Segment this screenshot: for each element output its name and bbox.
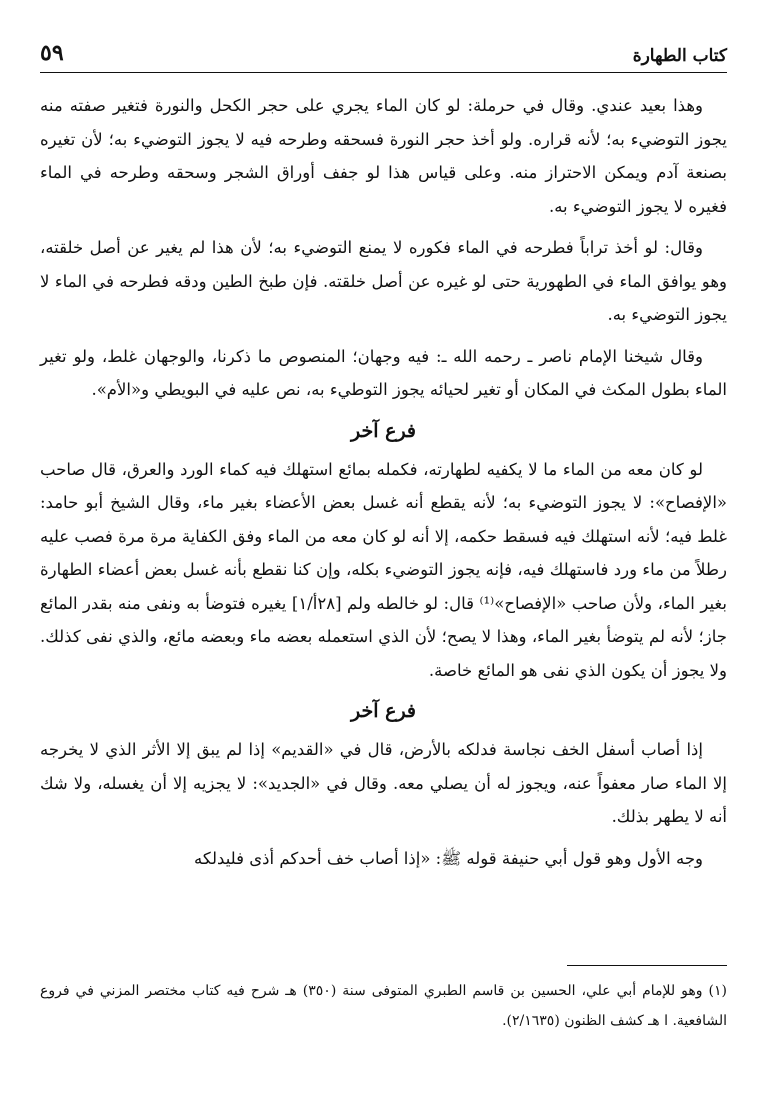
- section-title: فرع آخر: [350, 419, 417, 442]
- paragraph: وجه الأول وهو قول أبي حنيفة قوله ﷺ: «إذا أصاب خف أحدكم أذى فليدلكه: [194, 848, 703, 868]
- paragraph: وقال: لو أخذ تراباً فطرحه في الماء فكوره لا يمنع التوضيء به؛ لأن هذا لم يغير عن أصل خلقته، وهو يوافق الماء في الطهورية حتى لو غيره عن أصل خلقته. فإن طبخ الطين ودقه فطرحه في الماء لا يجوز التوضيء به.: [40, 238, 727, 324]
- paragraph: إذا أصاب أسفل الخف نجاسة فدلكه بالأرض، قال في «القديم» إذا لم يبق إلا الأثر الذي لا يخرجه إلا الماء صار معفواً عنه، ويجوز له أن يصلي معه. وقال في «الجديد»: لا يجزيه إلا أن يغسله، ولا شك أنه لا يطهر بذلك.: [40, 740, 727, 826]
- section-title: فرع آخر: [350, 700, 417, 722]
- book-page: [40, 30, 727, 1074]
- footnotes: [40, 965, 727, 1050]
- page-header: [40, 30, 727, 73]
- book-title: كتاب الطهارة: [632, 46, 727, 66]
- page-number: ٥٩: [40, 40, 64, 66]
- footnote: (١) وهو للإمام أبي علي، الحسين بن قاسم الطبري المتوفى سنة (٣٥٠) هـ شرح فيه كتاب مختصر المزني في فروع الشافعية. ا هـ كشف الظنون (٢/١٦٣٥).: [40, 983, 728, 1029]
- footnote-divider: [567, 965, 727, 966]
- paragraph: وقال شيخنا الإمام ناصر ـ رحمه الله ـ: فيه وجهان؛ المنصوص ما ذكرنا، والوجهان غلط، ولو تغير الماء بطول المكث في المكان أو تغير لحيائه يجوز التوطيء به، نص عليه في البويطي و«الأم».: [40, 346, 727, 399]
- paragraph: وهذا بعيد عندي. وقال في حرملة: لو كان الماء يجري على حجر الكحل والنورة فتغير صفته منه يجوز التوضيء به؛ لأنه قراره. ولو أخذ حجر النورة فسحقه وطرحه فيه لا يجوز التوضيء به؛ لأن تغيره بصنعة آدم ويمكن الاحتراز منه. وعلى قياس هذا لو جفف أوراق الشجر وسحقه وطرحه في الماء فغيره لا يجوز التوضيء به.: [40, 96, 727, 216]
- main-text: [40, 89, 727, 875]
- paragraph: لو كان معه من الماء ما لا يكفيه لطهارته، فكمله بمائع استهلك فيه كماء الورد والعرق، قال صاحب «الإفصاح»: لا يجوز التوضيء به؛ لأنه يقطع أنه غسل بعض الأعضاء بغير ماء، وقال الشيخ أبو حامد: غلط فيه؛ لأنه استهلك فيه فسقط حكمه، إلا أنه لو كان معه من الماء وفق الكفاية مرة مرة فصب عليه رطلاً من ماء ورد فاستهلك فيه، فإنه يجوز التوضيء بكله، وإن كنا نقطع بأنه غسل بعض أعضاء الطهارة بغير الماء، ولأن صاحب «الإفصاح»⁽¹⁾ قال: لو خالطه ولم [٢٨أ/١] يغيره فتوضأ به ونفى منه بقدر المائع جاز؛ لأنه لم يتوضأ بغير الماء، وهذا لا يصح؛ لأن الذي استعمله بعضه ماء وبعضه مائع، والذي نفى كذلك. ولا يجوز أن يكون الذي نفى هو المائع خاصة.: [40, 459, 727, 680]
